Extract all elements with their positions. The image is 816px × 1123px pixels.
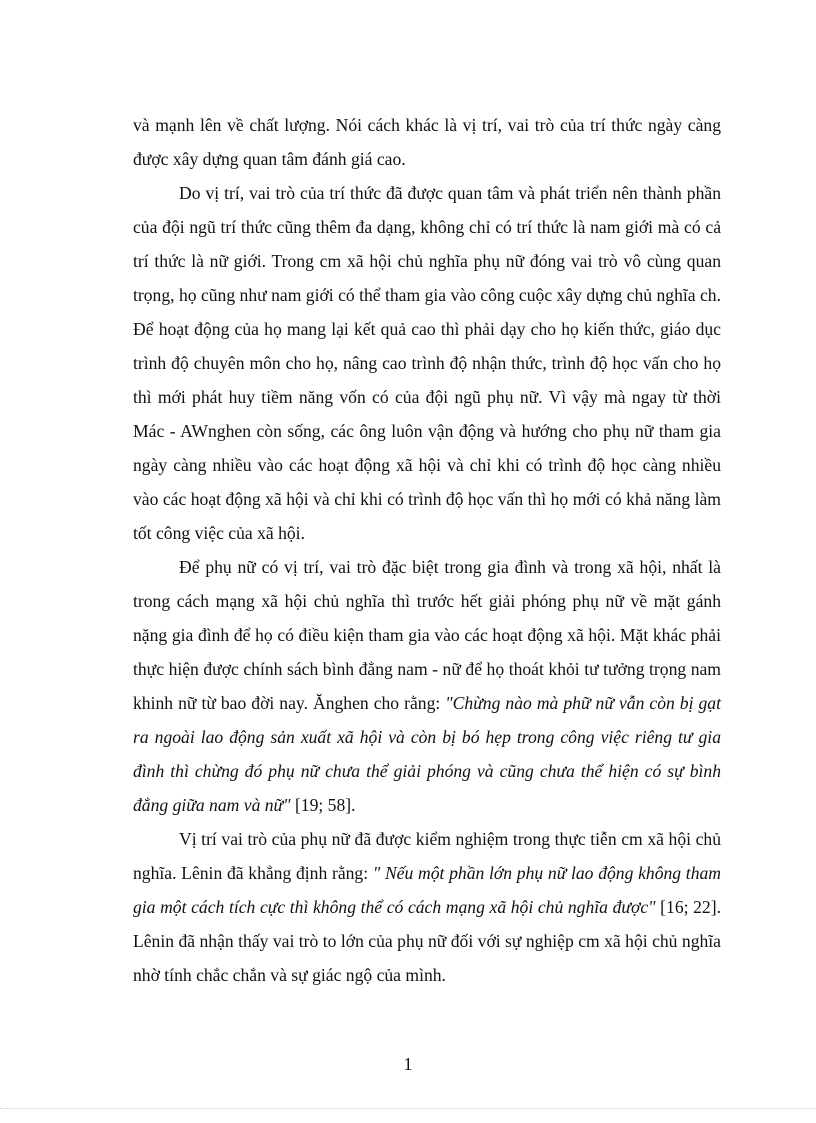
body-text bbox=[133, 108, 721, 992]
paragraph-4 bbox=[133, 822, 721, 992]
paragraph-3-citation: [19; 58]. bbox=[290, 795, 356, 815]
paragraph-2 bbox=[133, 176, 721, 550]
paragraph-3 bbox=[133, 550, 721, 822]
paragraph-1 bbox=[133, 108, 721, 176]
page-number: 1 bbox=[403, 1054, 413, 1074]
paragraph-3-text-before: Để phụ nữ có vị trí, vai trò đặc biệt trong gia đình và trong xã hội, nhất là trong cách mạng xã hội chủ nghĩa thì trước hết giải phóng phụ nữ về mặt gánh nặng gia đình để họ có điều kiện tham gia vào các hoạt động xã hội. Mặt khác phải thực hiện được chính sách bình đẳng nam - nữ để họ thoát khỏi tư tưởng trọng nam khinh nữ từ bao đời nay. Ănghen cho rằng: bbox=[133, 557, 721, 713]
paragraph-4-text-after: [16; 22]. Lênin đã nhận thấy vai trò to lớn của phụ nữ đối với sự nghiệp cm xã hội chủ nghĩa nhờ tính chắc chắn và sự giác ngộ của mình. bbox=[133, 897, 721, 985]
lenin-quote: " Nếu một phần lớn phụ nữ lao động không tham gia một cách tích cực thì không thể có cách mạng xã hội chủ nghĩa được" bbox=[133, 863, 721, 917]
paragraph-4-text-before: Vị trí vai trò của phụ nữ đã được kiểm nghiệm trong thực tiễn cm xã hội chủ nghĩa. Lênin đã khẳng định rằng: bbox=[133, 829, 721, 883]
paragraph-2-text: Do vị trí, vai trò của trí thức đã được quan tâm và phát triển nên thành phần của đội ngũ trí thức cũng thêm đa dạng, không chỉ có trí thức là nam giới mà có cả trí thức là nữ giới. Trong cm xã hội chủ nghĩa phụ nữ đóng vai trò vô cùng quan trọng, họ cũng như nam giới có thể tham gia vào công cuộc xây dựng chủ nghĩa ch. Để hoạt động của họ mang lại kết quả cao thì phải dạy cho họ kiến thức, giáo dục trình độ chuyên môn cho họ, nâng cao trình độ nhận thức, trình độ học vấn cho họ thì mới phát huy tiềm năng vốn có của đội ngũ phụ nữ. Vì vậy mà ngay từ thời Mác - AWnghen còn sống, các ông luôn vận động và hướng cho phụ nữ tham gia ngày càng nhiều vào các hoạt động xã hội và chỉ khi có trình độ học càng nhiều vào các hoạt động xã hội và chỉ khi có trình độ học vấn thì họ mới có khả năng làm tốt công việc của xã hội. bbox=[133, 183, 721, 543]
engels-quote: "Chừng nào mà phữ nữ vẫn còn bị gạt ra ngoài lao động sản xuất xã hội và còn bị bó hẹp trong công việc riêng tư gia đình thì chừng đó phụ nữ chưa thể giải phóng và cũng chưa thể hiện có sự bình đẳng giữa nam và nữ" bbox=[133, 693, 721, 815]
paragraph-1-text: và mạnh lên về chất lượng. Nói cách khác là vị trí, vai trò của trí thức ngày càng được xây dựng quan tâm đánh giá cao. bbox=[133, 115, 721, 169]
page-bottom-divider bbox=[0, 1108, 816, 1109]
